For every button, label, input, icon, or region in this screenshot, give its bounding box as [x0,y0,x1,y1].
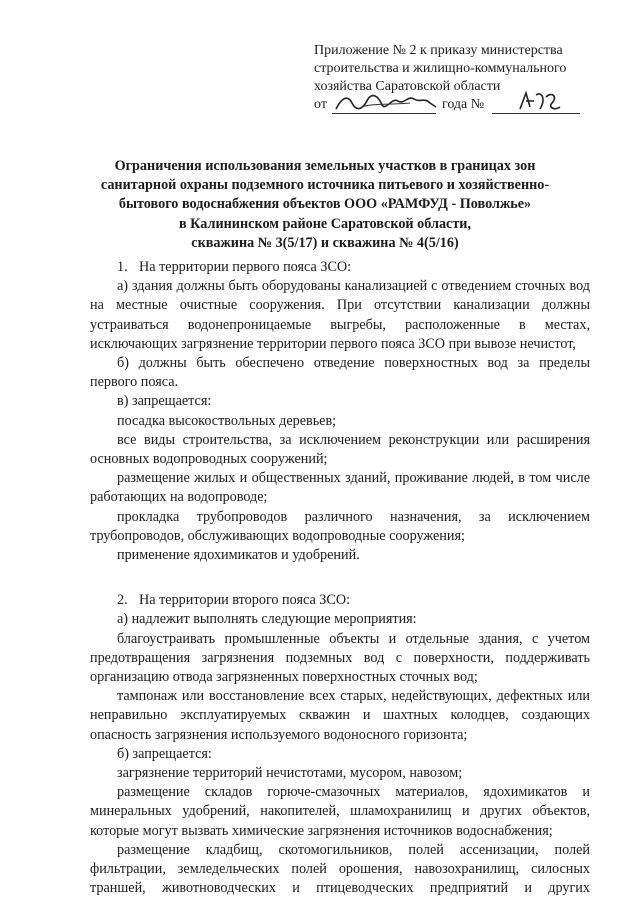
document-body [90,258,590,899]
title-line-4: в Калининском районе Саратовской области, [178,215,472,232]
section-2-number: 2. [117,592,128,609]
section-2-item-a1: благоустраивать промышленные объекты и отдельные здания, с учетом предотвращения загрязнения подземных вод с поверхности, поддерживать организацию отвода загрязненных поверхностных сточных вод; [90,630,590,686]
annex-year-label: года № [441,97,485,112]
section-1-item-v: в) запрещается: [117,393,212,410]
annex-line-1: Приложение № 2 к приказу министерства [314,43,563,58]
section-1-item-v1: посадка высокоствольных деревьев; [117,412,337,429]
section-1-item-v2: все виды строительства, за исключением реконструкции или расширения основных водопроводных сооружений; [90,431,590,468]
annex-date-line [314,96,604,114]
section-2-item-b2: размещение складов горюче-смазочных материалов, ядохимикатов и минеральных удобрений, накопителей, шламохранилищ и других объектов, которые могут вызвать химические загрязнения источников водоснабжения; [90,784,590,839]
section-1-item-a: а) здания должны быть оборудованы канализацией с отведением сточных вод на местные очистные сооружения. При отсутствии канализации должны устраиваться водонепроницаемые выгребы, расположенные в местах, исключающих загрязнение территории первого пояса ЗСО при вывозе нечистот, [90,278,590,352]
annex-header [314,42,604,114]
section-1-item-v5: применение ядохимикатов и удобрений. [117,547,360,564]
section-2-heading [90,591,590,610]
section-1-item-b: б) должны быть обеспечено отведение поверхностных вод за пределы первого пояса. [90,355,590,391]
section-2-item-b: б) запрещается: [117,745,212,762]
section-2-item-a: а) надлежит выполнять следующие мероприятия: [117,611,417,628]
annex-from-label: от [314,97,327,112]
section-2-item-b3: размещение кладбищ, скотомогильников, полей ассенизации, полей фильтрации, земледельческих полей орошения, навозохранилищ, силосных траншей, животноводческих и птицеводческих предприятий и других [90,841,590,897]
section-1-item-v4: прокладка трубопроводов различного назначения, за исключением трубопроводов, обслуживающих водопроводные сооружения; [90,508,590,544]
annex-line-2: строительства и жилищно-коммунального [314,61,567,76]
section-1-heading-text: На территории первого пояса ЗСО: [139,259,352,275]
title-line-2: санитарной охраны подземного источника питьевого и хозяйственно- [100,177,550,194]
section-2-item-a2: тампонаж или восстановление всех старых, недействующих, дефектных или неправильно эксплуатируемых скважин и шахтных колодцев, создающих опасность загрязнения используемого водоносного горизонта; [90,688,590,743]
document-title [90,157,560,253]
section-1-heading [90,258,590,277]
title-line-5: скважина № 3(5/17) и скважина № 4(5/16) [191,234,459,251]
section-1-number: 1. [117,259,128,275]
section-2-heading-text: На территории второго пояса ЗСО: [139,592,351,609]
section-1-item-v3: размещение жилых и общественных зданий, проживание людей, в том числе работающих на водопроводе; [90,470,590,506]
title-line-3: бытового водоснабжения объектов ООО «РАМФУД - Поволжье» [118,196,532,213]
annex-line-3: хозяйства Саратовской области [314,79,501,94]
handwritten-order-number [492,97,580,114]
section-gap [90,565,590,591]
section-2-item-b1: загрязнение территорий нечистотами, мусором, навозом; [117,765,463,782]
handwritten-date-signature [332,97,436,114]
title-line-1: Ограничения использования земельных участков в границах зон [114,158,536,174]
